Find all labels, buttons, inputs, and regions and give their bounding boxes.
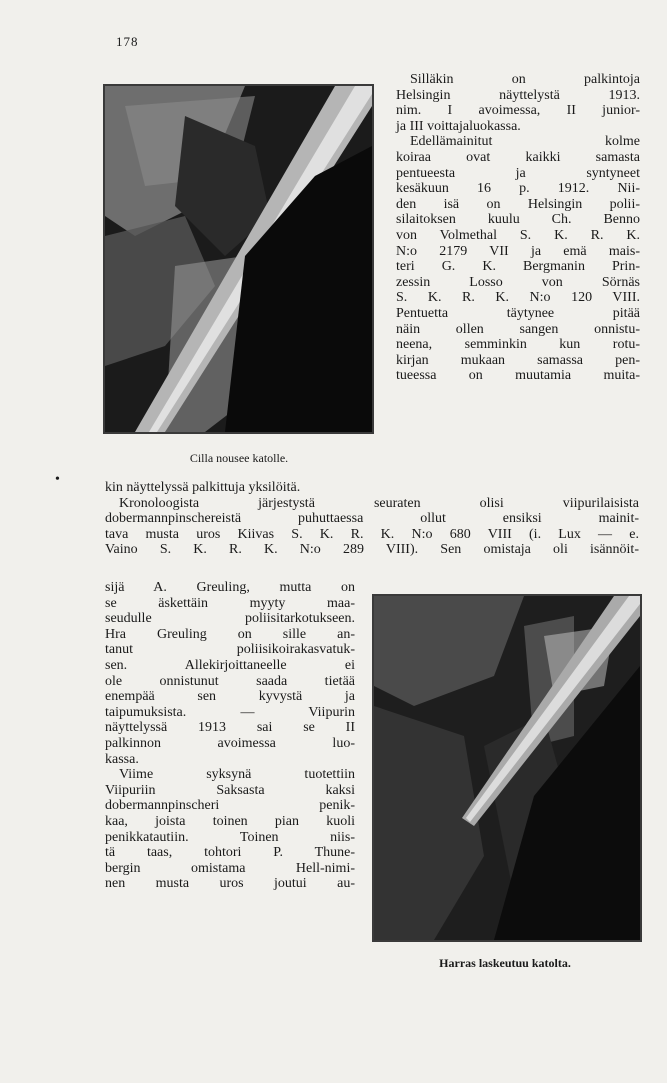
- dog-on-ladder-photo-top: [103, 84, 374, 434]
- text-line: zessin Losso von Sörnäs: [396, 274, 640, 290]
- text-line: neena, semminkin kun rotu-: [396, 337, 640, 353]
- text-line: tueessa on muutamia muita-: [396, 368, 640, 384]
- text-line: sen. Allekirjoittaneelle ei: [105, 657, 355, 673]
- text-line: enempää sen kyvystä ja: [105, 689, 355, 705]
- text-line: nim. I avoimessa, II junior-: [396, 103, 640, 119]
- text-line: nen musta uros joutui au-: [105, 876, 355, 892]
- text-line: dobermannpinschereistä puhuttaessa ollut ensiksi mainit-: [105, 511, 639, 527]
- left-column-text: [105, 580, 355, 892]
- text-line: von Volmethal S. K. R. K.: [396, 227, 640, 243]
- text-line: kirjan mukaan samassa pen-: [396, 352, 640, 368]
- text-line: Viime syksynä tuotettiin: [119, 767, 355, 783]
- text-line: kaa, joista toinen pian kuoli: [105, 813, 355, 829]
- text-line: Vaino S. K. R. K. N:o 289 VIII). Sen omistaja oli isännöit-: [105, 542, 639, 558]
- text-line: pentueesta ja syntyneet: [396, 165, 640, 181]
- text-line: dobermannpinscheri penik-: [105, 798, 355, 814]
- text-line: teri G. K. Bergmanin Prin-: [396, 259, 640, 275]
- top-photo-caption: Cilla nousee katolle.: [189, 451, 289, 465]
- text-line: seudulle poliisitarkotukseen.: [105, 611, 355, 627]
- dog-on-ladder-photo-bottom: [372, 594, 642, 942]
- page-number: 178: [116, 34, 139, 49]
- text-line: bergin omistama Hell-nimi-: [105, 860, 355, 876]
- text-line: kesäkuun 16 p. 1912. Nii-: [396, 181, 640, 197]
- text-line: tava musta uros Kiivas S. K. R. K. N:o 680 VIII (i. Lux — e.: [105, 526, 639, 542]
- text-line: S. K. R. K. N:o 120 VIII.: [396, 290, 640, 306]
- text-line: Hra Greuling on sille an-: [105, 626, 355, 642]
- bottom-photo-caption: Harras laskeutuu katolta.: [439, 956, 571, 970]
- text-line: sijä A. Greuling, mutta on: [105, 580, 355, 595]
- text-line: kassa.: [105, 751, 139, 767]
- text-line: penikkatautiin. Toinen niis-: [105, 829, 355, 845]
- full-width-text: [105, 480, 639, 558]
- text-line: taipumuksista. — Viipurin: [105, 704, 355, 720]
- text-line: Edellämainitut kolme: [410, 134, 640, 150]
- text-line: näyttelyssä 1913 sai se II: [105, 720, 355, 736]
- text-line: kin näyttelyssä palkittuja yksilöitä.: [105, 480, 301, 495]
- right-column-text: [396, 72, 640, 384]
- text-line: Kronoloogista järjestystä seuraten olisi viipurilaisista: [119, 495, 639, 511]
- text-line: den isä on Helsingin polii-: [396, 196, 640, 212]
- text-line: ole onnistunut saada tietää: [105, 673, 355, 689]
- text-line: se äskettäin myyty maa-: [105, 595, 355, 611]
- text-line: tanut poliisikoirakasvatuk-: [105, 642, 355, 658]
- text-line: silaitoksen kuulu Ch. Benno: [396, 212, 640, 228]
- text-line: Silläkin on palkintoja: [410, 72, 640, 87]
- text-line: Helsingin näyttelystä 1913.: [396, 87, 640, 103]
- margin-dot: •: [55, 472, 60, 487]
- text-line: palkinnon avoimessa luo-: [105, 735, 355, 751]
- text-line: näin ollen sangen onnistu-: [396, 321, 640, 337]
- text-line: tä taas, tohtori P. Thune-: [105, 845, 355, 861]
- text-line: koiraa ovat kaikki samasta: [396, 149, 640, 165]
- text-line: Viipuriin Saksasta kaksi: [105, 782, 355, 798]
- text-line: Pentuetta täytynee pitää: [396, 305, 640, 321]
- text-line: N:o 2179 VII ja emä mais-: [396, 243, 640, 259]
- text-line: ja III voittajaluokassa.: [396, 118, 521, 134]
